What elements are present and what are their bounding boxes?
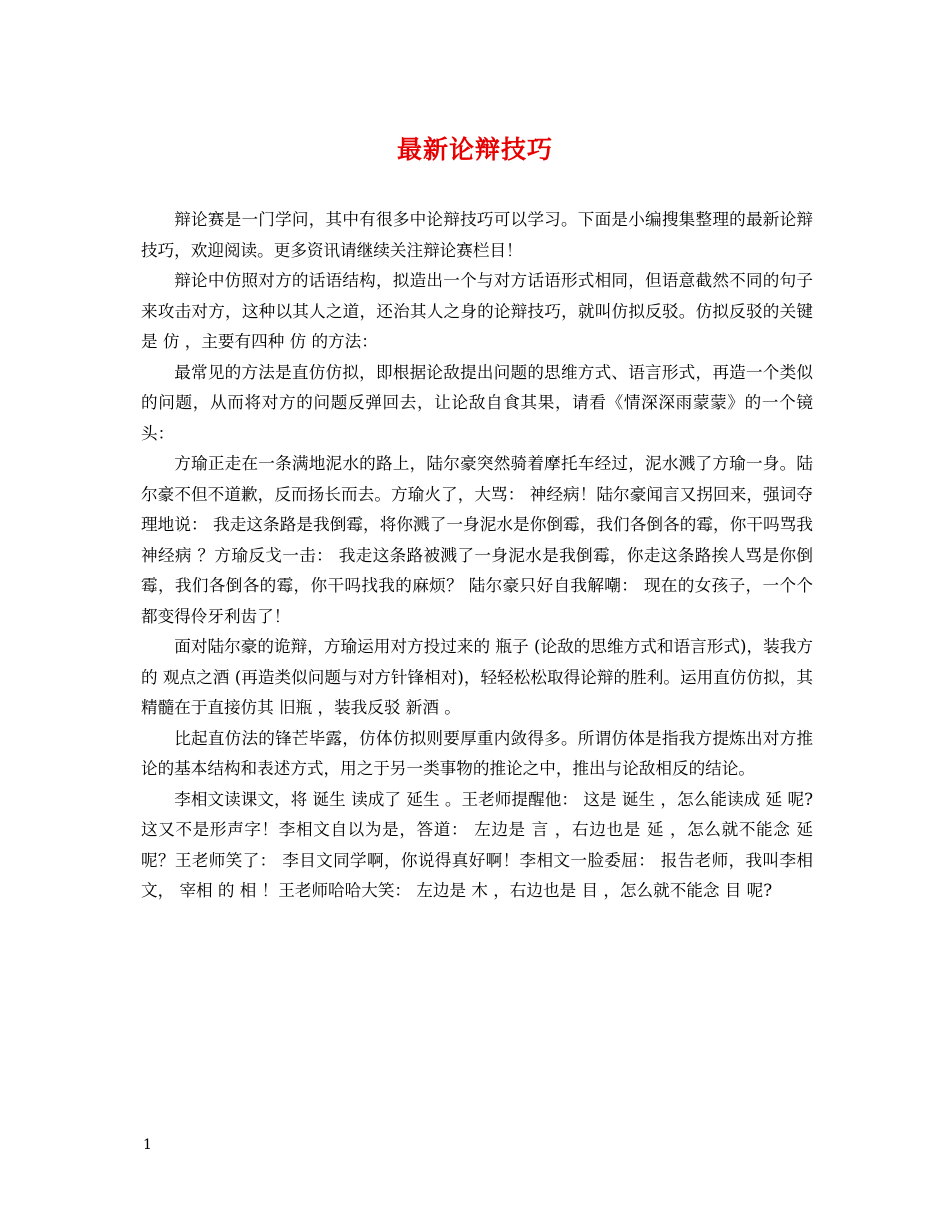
paragraph: 李相文读课文，将 诞生 读成了 延生 。王老师提醒他： 这是 诞生 ，怎么能读成 延 呢?这又不是形声字！李相文自以为是，答道： 左边是 言 ，右边也是 延 ，怎么就不能念 延 呢？王老师笑了： 李目文同学啊，你说得真好啊！李相文一脸委屈： 报告老师，我叫李相文， 宰相 的 相 ！王老师哈哈大笑： 左边是 木 ，右边也是 目 ，怎么就不能念 目 呢? [141,789,813,900]
document-title: 最新论辩技巧 [396,135,553,164]
paragraph: 方瑜正走在一条满地泥水的路上，陆尔豪突然骑着摩托车经过，泥水溅了方瑜一身。陆尔豪不但不道歉，反而扬长而去。方瑜火了，大骂： 神经病！陆尔豪闻言又拐回来，强词夺理地说： 我走这条路是我倒霉，将你溅了一身泥水是你倒霉，我们各倒各的霉，你干吗骂我 神经病 ？方瑜反戈一击： 我走这条路被溅了一身泥水是我倒霉，你走这条路挨人骂是你倒霉，我们各倒各的霉，你干吗找我的麻烦？ 陆尔豪只好自我解嘲： 现在的女孩子，一个个都变得伶牙利齿了！ [141,454,813,626]
page-number: 1 [143,1137,152,1153]
paragraph: 最常见的方法是直仿仿拟，即根据论敌提出问题的思维方式、语言形式，再造一个类似的问题，从而将对方的问题反弹回去，让论敌自食其果，请看《情深深雨蒙蒙》的一个镜头： [141,362,813,443]
paragraph: 比起直仿法的锋芒毕露，仿体仿拟则要厚重内敛得多。所谓仿体是指我方提炼出对方推论的基本结构和表述方式，用之于另一类事物的推论之中，推出与论敌相反的结论。 [141,728,813,778]
paragraph: 辩论中仿照对方的话语结构，拟造出一个与对方话语形式相同，但语意截然不同的句子来攻击对方，这种以其人之道，还治其人之身的论辩技巧，就叫仿拟反驳。仿拟反驳的关键是 仿 ，主要有四种 仿 的方法： [141,271,813,351]
paragraph: 面对陆尔豪的诡辩，方瑜运用对方投过来的 瓶子 (论敌的思维方式和语言形式)，装我方的 观点之酒 (再造类似问题与对方针锋相对)，轻轻松松取得论辩的胜利。运用直仿仿拟，其精髓在于直接仿其 旧瓶 ，装我反驳 新酒 。 [141,637,813,717]
paragraph: 辩论赛是一门学问，其中有很多中论辩技巧可以学习。下面是小编搜集整理的最新论辩技巧，欢迎阅读。更多资讯请继续关注辩论赛栏目！ [141,210,813,260]
document-body [141,205,813,907]
